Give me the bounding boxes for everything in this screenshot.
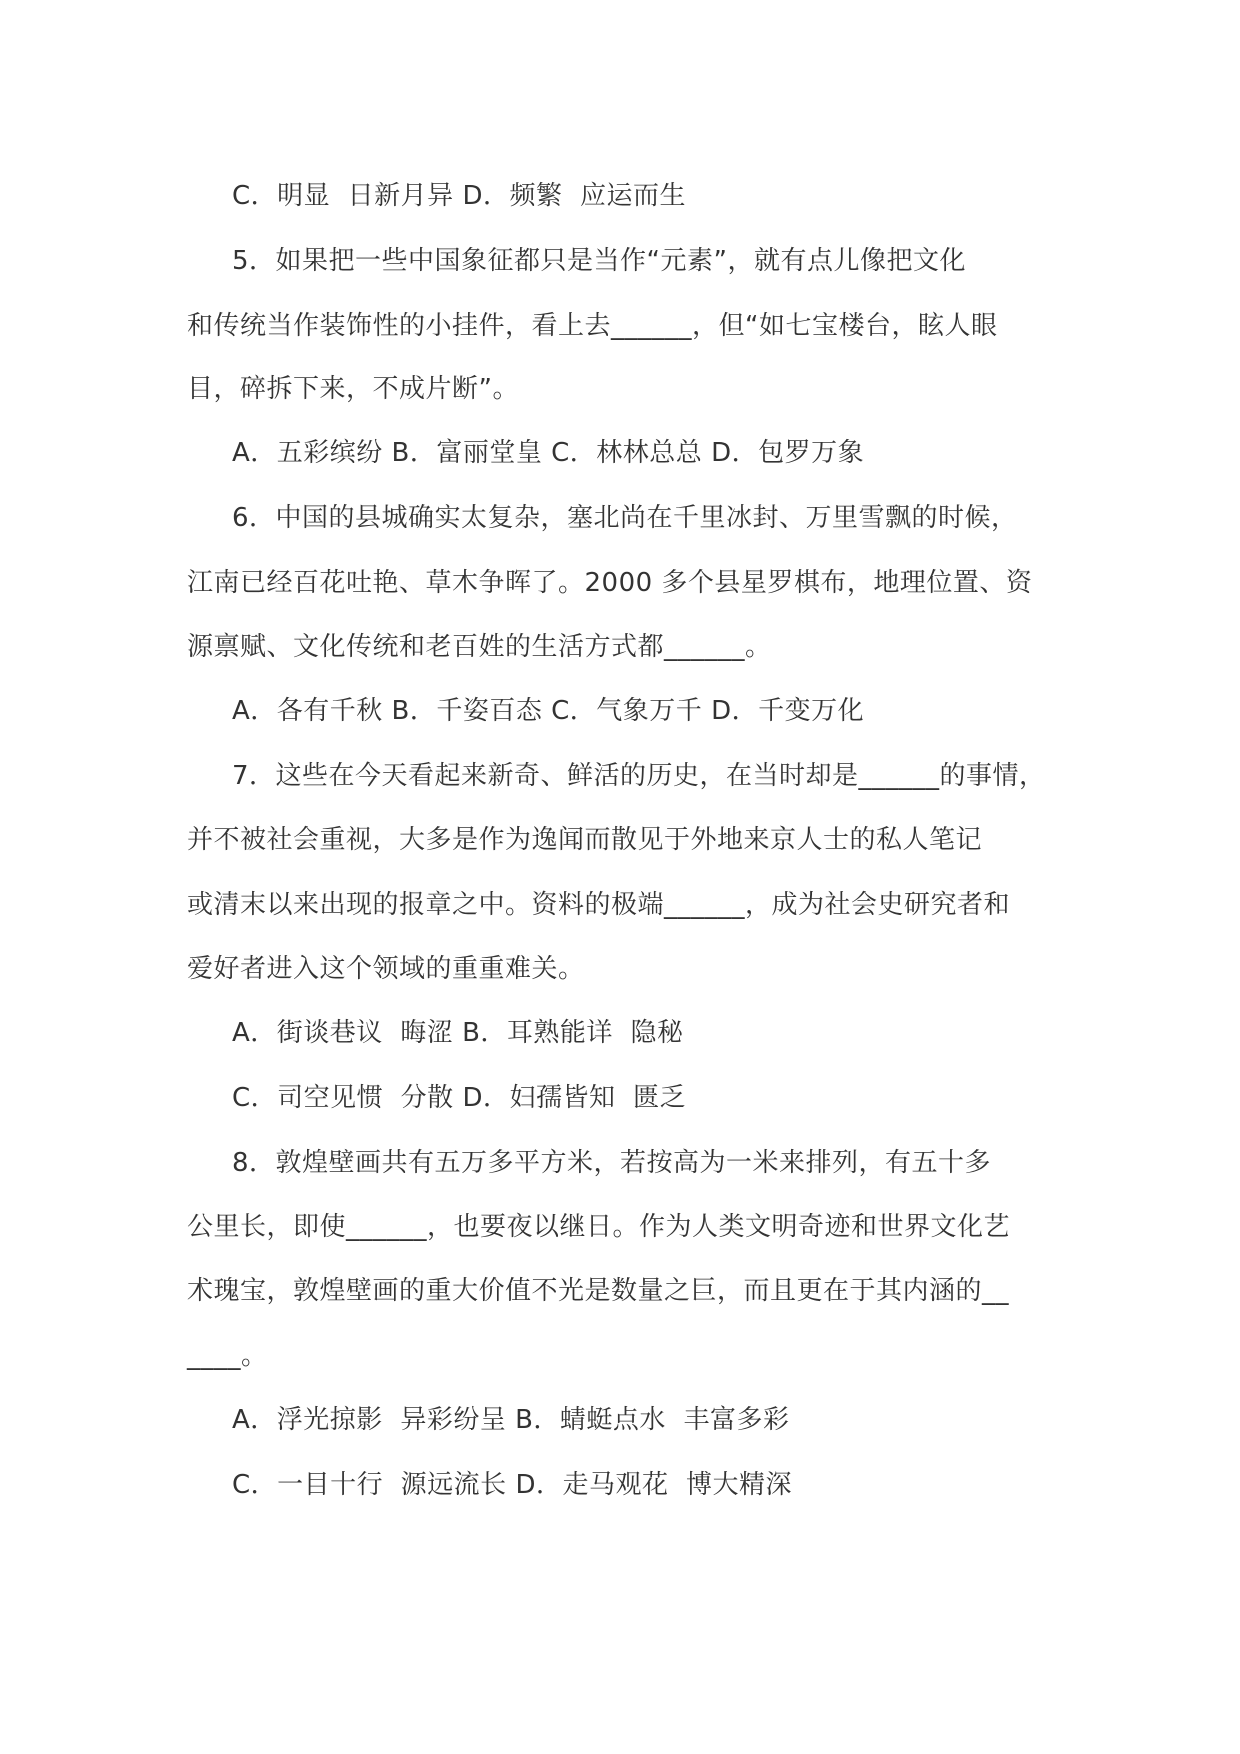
question-6-line-1: 6．中国的县城确实太复杂，塞北尚在千里冰封、万里雪飘的时候， <box>232 503 1018 533</box>
question-6-line-3: 源禀赋、文化传统和老百姓的生活方式都______。 <box>187 632 772 662</box>
option-line-q6: A．各有千秋 B．千姿百态 C．气象万千 D．千变万化 <box>232 696 865 726</box>
option-line-q7-cd: C．司空见惯 分散 D．妇孺皆知 匮乏 <box>232 1083 686 1113</box>
question-7-line-4: 爱好者进入这个领域的重重难关。 <box>187 954 585 984</box>
question-7-line-2: 并不被社会重视，大多是作为逸闻而散见于外地来京人士的私人笔记 <box>187 825 983 855</box>
question-8-line-1: 8．敦煌壁画共有五万多平方米，若按高为一米来排列，有五十多 <box>232 1148 992 1178</box>
option-line-q7-ab: A．街谈巷议 晦涩 B．耳熟能详 隐秘 <box>232 1018 684 1048</box>
question-5-line-1: 5．如果把一些中国象征都只是当作“元素”，就有点儿像把文化 <box>232 246 966 276</box>
question-7-line-3: 或清末以来出现的报章之中。资料的极端______，成为社会史研究者和 <box>187 890 1011 920</box>
option-line-q4-cd: C．明显 日新月异 D．频繁 应运而生 <box>232 181 686 211</box>
question-8-line-4: ____。 <box>187 1341 268 1371</box>
option-line-q8-ab: A．浮光掠影 异彩纷呈 B．蜻蜓点水 丰富多彩 <box>232 1405 790 1435</box>
question-8-line-3: 术瑰宝，敦煌壁画的重大价值不光是数量之巨，而且更在于其内涵的__ <box>187 1276 1010 1306</box>
question-5-line-2: 和传统当作装饰性的小挂件，看上去______，但“如七宝楼台，眩人眼 <box>187 311 998 341</box>
option-line-q5: A．五彩缤纷 B．富丽堂皇 C．林林总总 D．包罗万象 <box>232 438 865 468</box>
question-7-line-1: 7．这些在今天看起来新奇、鲜活的历史，在当时却是______的事情， <box>232 761 1046 791</box>
question-8-line-2: 公里长，即使______，也要夜以继日。作为人类文明奇迹和世界文化艺 <box>187 1212 1011 1242</box>
option-line-q8-cd: C．一目十行 源远流长 D．走马观花 博大精深 <box>232 1470 792 1500</box>
question-6-line-2: 江南已经百花吐艳、草木争晖了。2000 多个县星罗棋布，地理位置、资 <box>187 568 1033 598</box>
question-5-line-3: 目，碎拆下来，不成片断”。 <box>187 374 519 404</box>
